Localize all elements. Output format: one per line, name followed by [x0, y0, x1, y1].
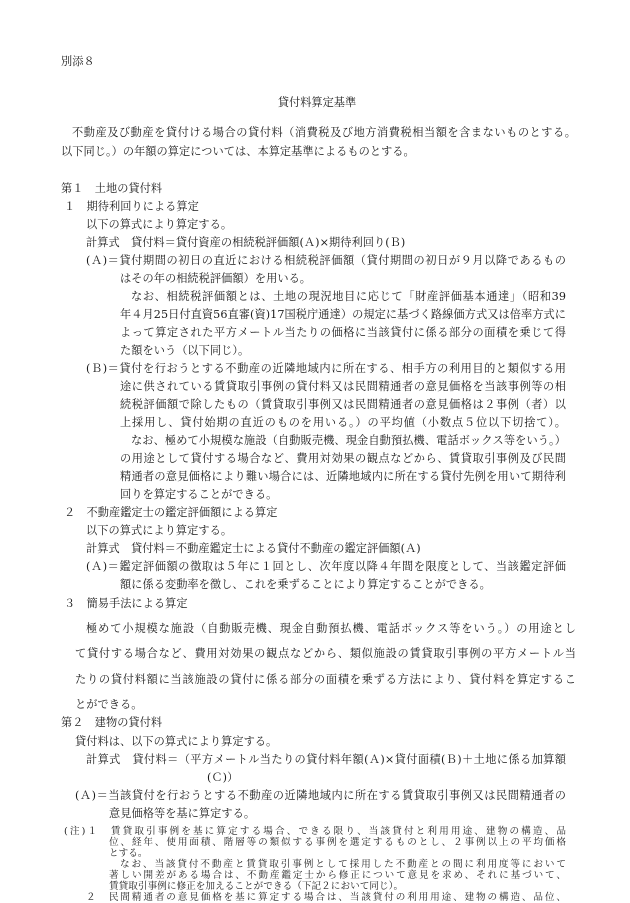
- item-heading-appraisal: ２ 不動産鑑定士の鑑定評価額による算定: [64, 506, 278, 519]
- section-heading-land: 第１ 土地の貸付料: [61, 182, 163, 195]
- text-line: よって算定された平方メートル当たりの価格に当該貸付に係る部分の面積を乗じて得: [120, 326, 566, 339]
- text-line: 額に係る変動率を徴し、これを乗ずることにより算定することができる。: [120, 578, 491, 591]
- section-heading-building: 第２ 建物の貸付料: [61, 716, 163, 729]
- text-line: 上採用し、貸付始期の直近のものを用いる。）の平均値（小数点５位以下切捨て）。: [120, 416, 566, 429]
- note-line: 著しい開差がある場合は、不動産鑑定士から修正について意見を求め、それに基づいて、: [109, 870, 566, 881]
- attachment-label: 別添８: [61, 55, 95, 68]
- item-heading-simple-method: ３ 簡易手法による算定: [64, 597, 188, 610]
- note-line: (注)１ 賃貸取引事例を基に算定する場合、できる限り、当該貸付と利用用途、建物の構造、品: [64, 826, 566, 837]
- text-line: て貸付する場合など、費用対効果の観点などから、類似施設の賃貸取引事例の平方メートル当: [75, 647, 576, 660]
- text-line: た額をいう（以下同じ）。: [120, 344, 250, 357]
- intro-line-1: 不動産及び動産を貸付ける場合の貸付料（消費税及び地方消費税相当額を含まないものとする。: [72, 126, 576, 139]
- text-line: はその年の相続税評価額）を用いる。: [120, 272, 312, 285]
- document-title: 貸付料算定基準: [277, 96, 357, 109]
- text-line: 以下の算式により算定する。: [86, 218, 233, 231]
- text-line: 続税評価額で除したもの（賃貸取引事例又は民間精通者の意見価格は２事例（者）以: [120, 398, 566, 411]
- text-line: 極めて小規模な施設（自動販売機、現金自動預払機、電話ボックス等をいう。）の用途とし: [86, 622, 576, 635]
- text-line: 貸付料は、以下の算式により算定する。: [75, 735, 278, 748]
- text-line: (Ｂ)＝貸付を行おうとする不動産の近隣地域内に所在する、相手方の利用目的と類似する用: [86, 362, 566, 375]
- text-line: とができる。: [75, 698, 143, 711]
- item-heading-expected-yield: １ 期待利回りによる算定: [64, 200, 199, 213]
- formula-line: (Ｃ)）: [207, 771, 239, 784]
- text-line: 以下の算式により算定する。: [86, 524, 233, 537]
- text-line: なお、相続税評価額とは、土地の現況地目に応じて「財産評価基本通達」（昭和39: [131, 290, 566, 303]
- text-line: 回りを算定することができる。: [120, 488, 278, 501]
- formula-line: 計算式 貸付料＝不動産鑑定士による貸付不動産の鑑定評価額(Ａ): [86, 542, 421, 555]
- text-line: たりの貸付料額に当該施設の貸付に係る部分の面積を乗ずる方法により、貸付料を算定するこ: [75, 673, 576, 686]
- formula-line: 計算式 貸付料＝貸付資産の相続税評価額(Ａ)×期待利回り(Ｂ): [86, 236, 406, 249]
- note-line: なお、当該貸付不動産と賃貸取引事例として採用した不動産との間に利用度等において: [120, 859, 566, 870]
- text-line: なお、極めて小規模な施設（自動販売機、現金自動預払機、電話ボックス等をいう。）: [131, 434, 566, 447]
- text-line: の用途として貸付する場合など、費用対効果の観点などから、賃貸取引事例及び民間: [120, 452, 566, 465]
- text-line: (Ａ)＝貸付期間の初日の直近における相続税評価額（貸付期間の初日が９月以降であるもの: [86, 254, 566, 267]
- text-line: 途に供されている賃貸取引事例の貸付料又は民間精通者の意見価格を当該事例等の相: [120, 380, 566, 393]
- note-line: 賃貸取引事例に修正を加えることができる（下記２において同じ）。: [109, 881, 404, 892]
- text-line: 年４月25日付直資56直審(資)17国税庁通達）の規定に基づく路線価方式又は倍率方式に: [120, 308, 566, 321]
- text-line: 精通者の意見価格により難い場合には、近隣地域内に所在する貸付先例を用いて期待利: [120, 470, 566, 483]
- intro-line-2: 以下同じ。）の年額の算定については、本算定基準によるものとする。: [61, 145, 415, 158]
- formula-line: 計算式 貸付料＝（平方メートル当たりの貸付料年額(Ａ)×貸付面積(Ｂ)＋土地に係る加算額: [86, 753, 566, 766]
- text-line: (Ａ)＝当該貸付を行おうとする不動産の近隣地域内に所在する賃貸取引事例又は民間精通者の: [75, 789, 566, 802]
- note-line: とする。: [109, 848, 148, 859]
- text-line: 意見価格等を基に算定する。: [109, 807, 256, 820]
- note-line: ２ 民間精通者の意見価格を基に算定する場合は、当該貸付の利用用途、建物の構造、品位、: [86, 892, 566, 903]
- note-line: 位、経年、使用面積、階層等の類似する事例を選定するものとし、２事例以上の平均価格: [109, 837, 566, 848]
- text-line: (Ａ)＝鑑定評価額の徴取は５年に１回とし、次年度以降４年間を限度として、当該鑑定評価: [86, 560, 566, 573]
